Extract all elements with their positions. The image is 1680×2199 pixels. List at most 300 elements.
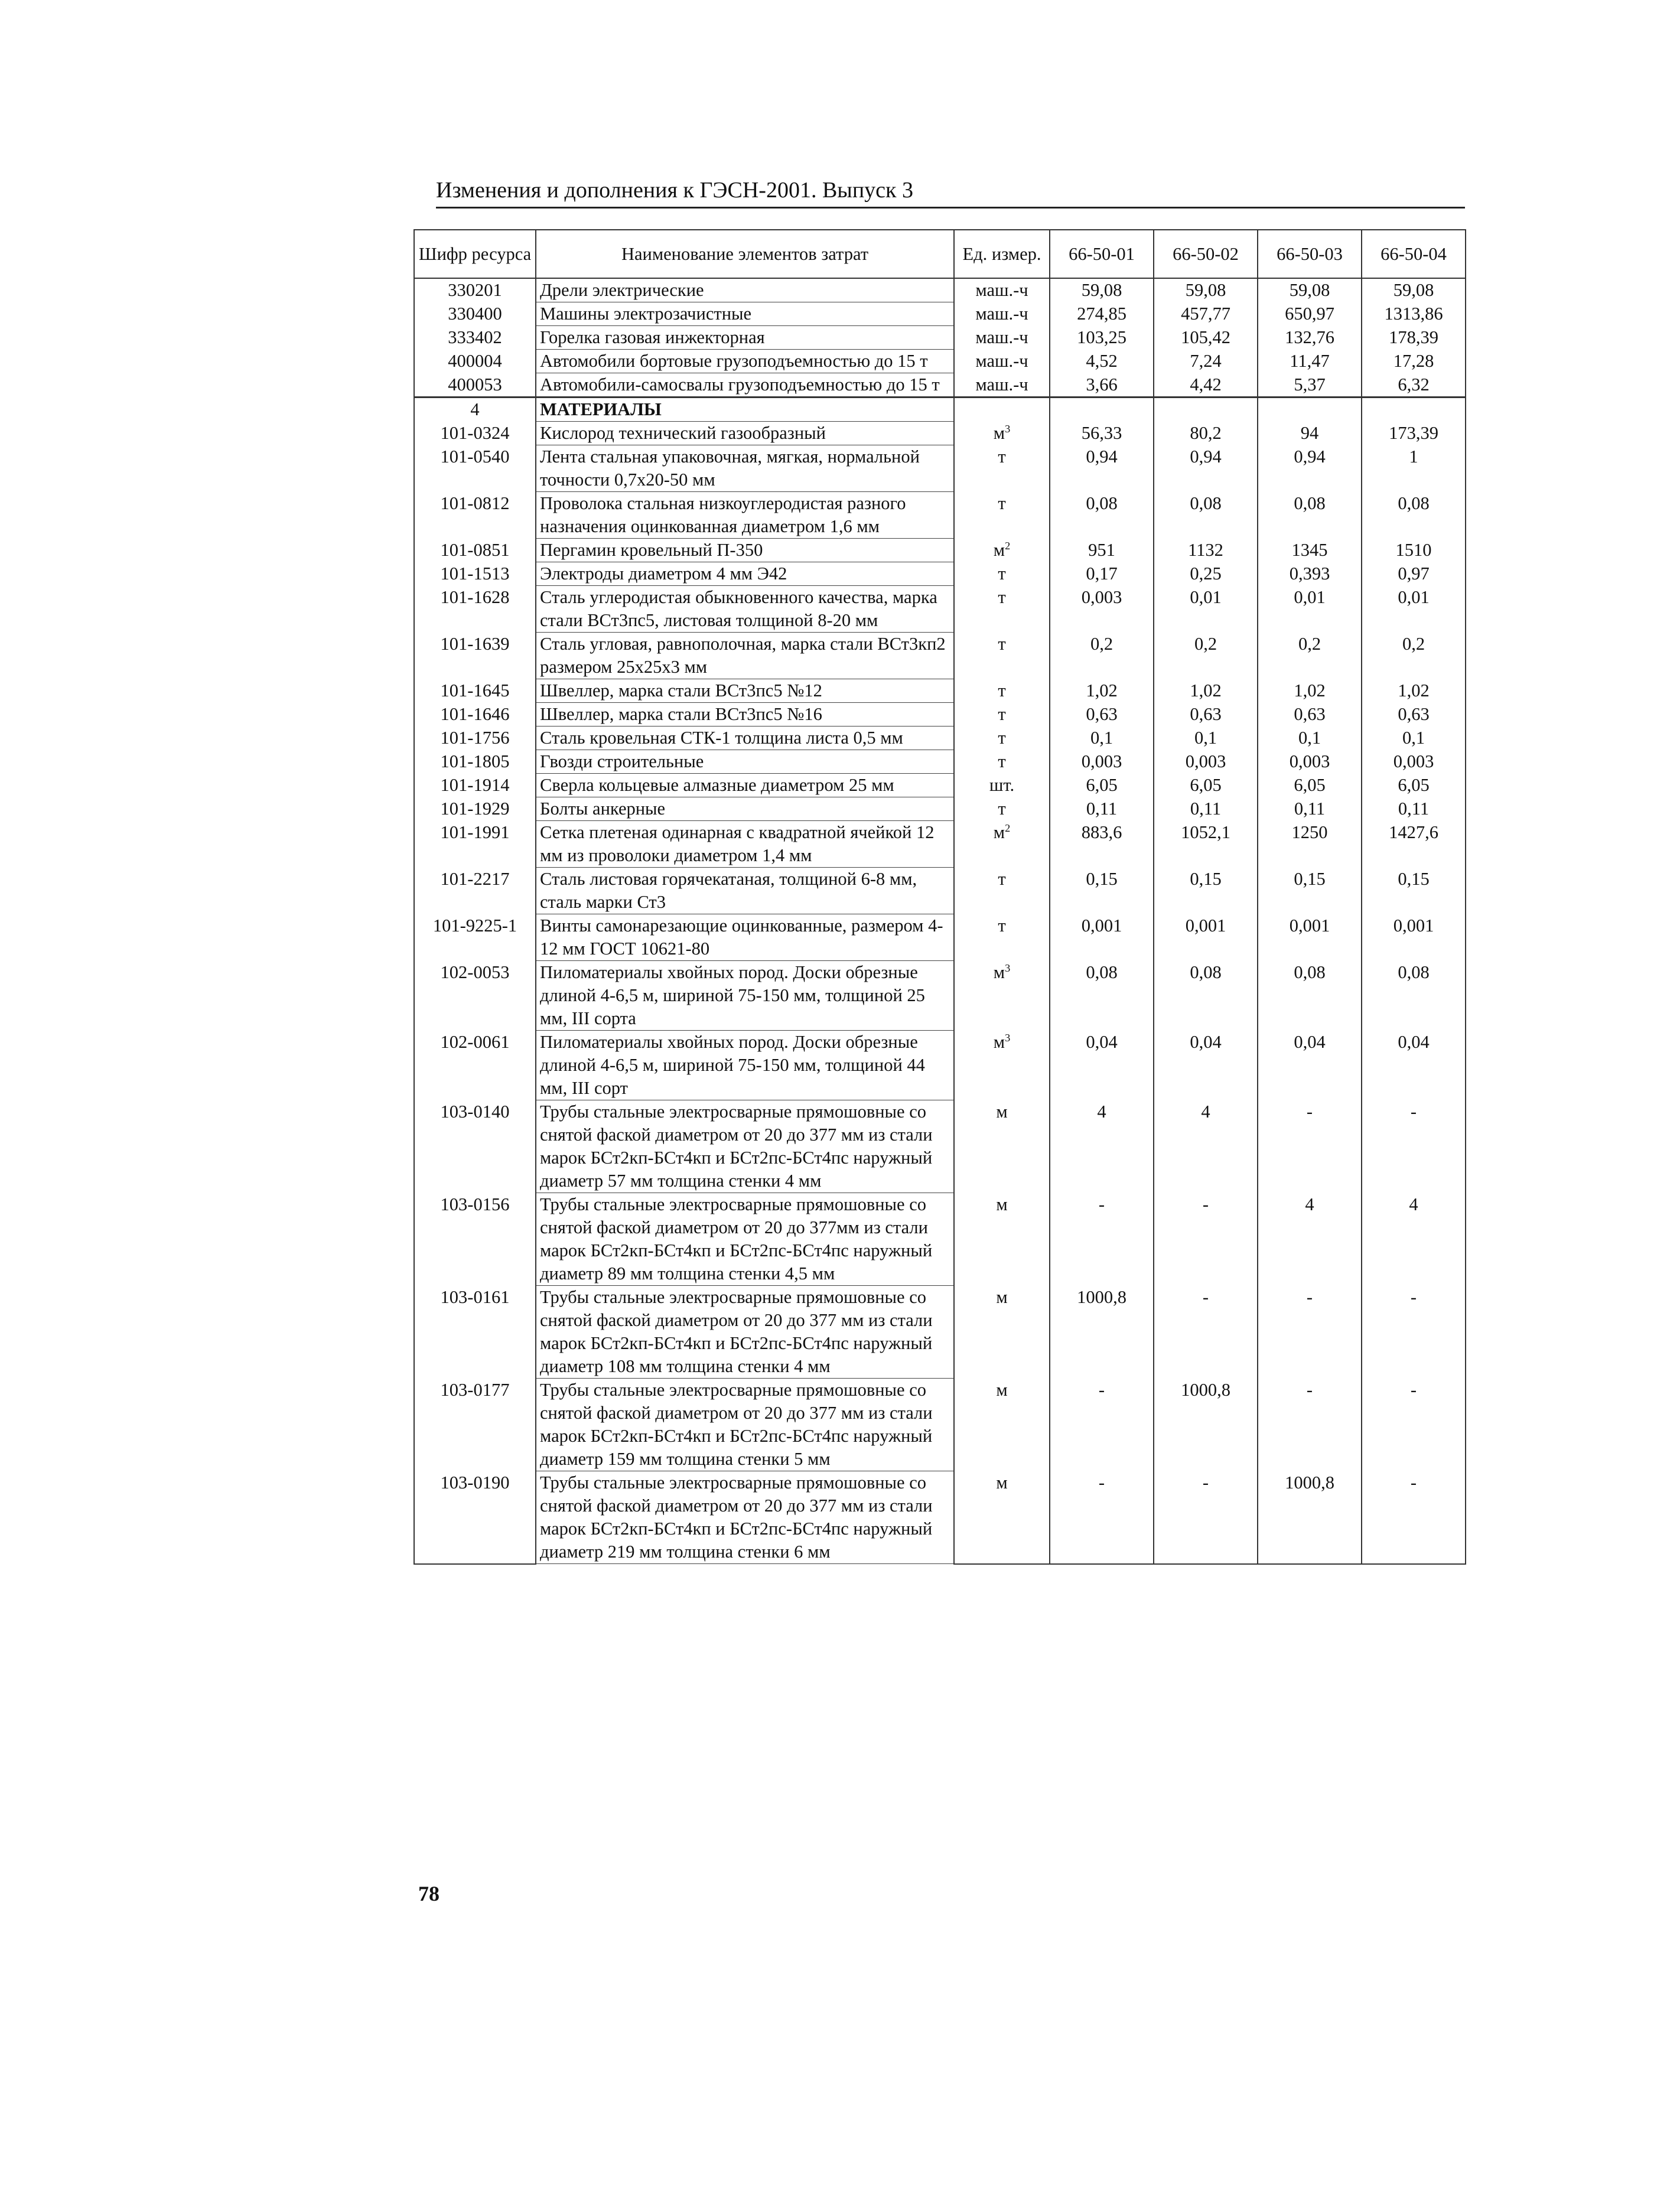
cell-code-text: 101-0324 [440,422,510,443]
cell-66-50-02-text: 0,001 [1185,915,1226,936]
cell-66-50-03-text: 0,393 [1289,563,1330,584]
cell-66-50-03 [1258,1193,1362,1286]
cell-code [414,326,536,350]
cell-code [414,1471,536,1564]
cell-unit-text: т [998,633,1006,654]
table-row [414,914,1466,961]
cell-unit [954,445,1050,492]
cell-66-50-02 [1154,302,1258,326]
cell-name-text: Пиломатериалы хвойных пород. Доски обрезные длиной 4-6,5 м, шириной 75-150 мм, толщиной 25 мм, III сорта [540,962,925,1028]
cell-code-text: 101-1929 [440,798,510,819]
table-row [414,1100,1466,1193]
cell-66-50-02-text: 4 [1201,1101,1210,1122]
cell-66-50-04 [1362,1379,1466,1471]
cell-66-50-04-text: 0,1 [1402,727,1425,748]
cell-66-50-04-text: 1427,6 [1389,822,1438,842]
table-row [414,727,1466,750]
cell-66-50-02 [1154,1031,1258,1100]
cell-66-50-04-text: 0,08 [1398,962,1430,982]
cell-66-50-03-text: 59,08 [1289,280,1330,300]
cell-66-50-02-text: 0,15 [1190,868,1222,889]
cell-66-50-01-text: 951 [1088,539,1115,560]
cell-unit-text: м [993,822,1005,842]
cell-66-50-01 [1050,492,1154,539]
cell-code [414,373,536,398]
cell-name [536,914,954,961]
cell-code-text: 4 [470,399,480,419]
cell-66-50-02 [1154,703,1258,727]
cell-66-50-01 [1050,562,1154,586]
cell-66-50-01 [1050,445,1154,492]
unit-exponent: 3 [1005,962,1011,974]
cell-code [414,398,536,422]
cell-unit-text: маш.-ч [975,303,1028,324]
cell-unit [954,373,1050,398]
cell-code [414,821,536,868]
cell-name [536,703,954,727]
cell-unit-text: т [998,798,1006,819]
cell-name [536,1031,954,1100]
table-body [414,278,1466,1564]
cell-66-50-03-text: 0,2 [1298,633,1321,654]
cell-66-50-04 [1362,350,1466,373]
cell-66-50-04 [1362,821,1466,868]
cell-name-text: Трубы стальные электросварные прямошовные со снятой фаской диаметром от 20 до 377 мм из стали марок БСт2кп-БСт4кп и БСт2пс-БСт4пс наружный диаметр 159 мм толщина стенки 5 мм [540,1380,933,1469]
col-header-unit: Ед. измер. [954,230,1050,278]
cell-code-text: 101-2217 [440,868,510,889]
cell-66-50-04 [1362,373,1466,398]
cell-66-50-04-text: 1,02 [1398,680,1430,701]
cell-unit-text: т [998,680,1006,701]
cell-unit [954,774,1050,797]
cell-unit-text: м [996,1286,1008,1307]
table-row [414,1193,1466,1286]
cell-66-50-03-text: 0,01 [1294,587,1326,607]
cell-66-50-04-text: 0,01 [1398,587,1430,607]
cell-66-50-04 [1362,914,1466,961]
cell-66-50-03 [1258,586,1362,633]
cell-66-50-04 [1362,727,1466,750]
cell-name [536,302,954,326]
cell-66-50-03 [1258,727,1362,750]
cell-code [414,750,536,774]
cell-unit [954,586,1050,633]
cell-unit-text: т [998,446,1006,467]
cell-66-50-02 [1154,914,1258,961]
cell-unit [954,750,1050,774]
cell-name-text: Горелка газовая инжекторная [540,327,765,347]
cell-66-50-03 [1258,302,1362,326]
cell-name [536,1379,954,1471]
cell-66-50-03-text: 0,1 [1298,727,1321,748]
cell-66-50-02 [1154,422,1258,445]
table-row [414,278,1466,302]
cell-66-50-01 [1050,373,1154,398]
cell-66-50-03 [1258,373,1362,398]
cell-name [536,1286,954,1379]
cell-66-50-01-text: 0,1 [1090,727,1114,748]
cell-66-50-01-text: 274,85 [1077,303,1126,324]
cell-66-50-01 [1050,1100,1154,1193]
cell-66-50-02 [1154,679,1258,703]
cell-code-text: 103-0140 [440,1101,510,1122]
table-row [414,350,1466,373]
cell-66-50-01 [1050,1193,1154,1286]
cell-66-50-03-text: 5,37 [1294,374,1326,395]
cell-66-50-04 [1362,1031,1466,1100]
cell-66-50-03-text: 650,97 [1285,303,1334,324]
cell-code-text: 101-1756 [440,727,510,748]
cell-code [414,797,536,821]
cell-66-50-01-text: 0,04 [1086,1031,1118,1052]
cell-66-50-04 [1362,961,1466,1031]
col-header-66-50-03: 66-50-03 [1258,230,1362,278]
cell-66-50-03-text: 0,003 [1289,751,1330,771]
cell-code-text: 400004 [448,350,502,371]
cell-66-50-02-text: 0,94 [1190,446,1222,467]
cell-66-50-02-text: 105,42 [1181,327,1230,347]
table-row [414,1031,1466,1100]
cell-66-50-03 [1258,821,1362,868]
cell-code [414,633,536,679]
cell-66-50-01 [1050,278,1154,302]
cell-66-50-02-text: 1,02 [1190,680,1222,701]
cell-name-text: Сталь листовая горячекатаная, толщиной 6-8 мм, сталь марки Ст3 [540,869,917,912]
cell-66-50-02-text: - [1202,1194,1209,1214]
table-row [414,633,1466,679]
cell-unit [954,422,1050,445]
cell-unit [954,961,1050,1031]
cell-name-text: Машины электрозачистные [540,304,752,324]
cell-66-50-01-text: 0,2 [1090,633,1114,654]
unit-exponent: 2 [1005,822,1011,834]
cell-66-50-02 [1154,539,1258,562]
cell-66-50-02 [1154,586,1258,633]
cell-unit [954,703,1050,727]
cell-unit-text: маш.-ч [975,327,1028,347]
cell-66-50-04-text: - [1410,1472,1417,1493]
cell-66-50-04-text: 0,08 [1398,493,1430,513]
cell-code [414,350,536,373]
cell-unit-text: т [998,563,1006,584]
cell-66-50-04 [1362,774,1466,797]
cell-unit [954,398,1050,422]
cell-code-text: 103-0156 [440,1194,510,1214]
table-row [414,422,1466,445]
cell-66-50-01-text: - [1098,1194,1105,1214]
cell-code [414,961,536,1031]
page-number: 78 [418,1882,439,1905]
unit-exponent: 2 [1005,539,1011,552]
cell-66-50-02 [1154,278,1258,302]
cell-66-50-02-text: 457,77 [1181,303,1230,324]
cell-66-50-04 [1362,1193,1466,1286]
cell-unit [954,1471,1050,1564]
unit-exponent: 3 [1005,422,1011,435]
cell-name-text: Трубы стальные электросварные прямошовные со снятой фаской диаметром от 20 до 377 мм из стали марок БСт2кп-БСт4кп и БСт2пс-БСт4пс наружный диаметр 108 мм толщина стенки 4 мм [540,1287,933,1376]
cell-name [536,422,954,445]
cell-66-50-02-text: - [1202,1472,1209,1493]
cell-name [536,774,954,797]
cell-66-50-02 [1154,398,1258,422]
cell-name-text: Сталь углеродистая обыкновенного качества, марка стали ВСт3пс5, листовая толщиной 8-20 мм [540,587,937,630]
cell-66-50-03-text: 1,02 [1294,680,1326,701]
cell-unit [954,868,1050,914]
cell-name-text: Швеллер, марка стали ВСт3пс5 №12 [540,680,822,701]
cell-unit [954,326,1050,350]
cell-code-text: 101-1991 [440,822,510,842]
cell-name [536,326,954,350]
cell-66-50-01-text: 0,001 [1081,915,1122,936]
cell-66-50-03 [1258,398,1362,422]
cell-name [536,1100,954,1193]
cell-66-50-04 [1362,797,1466,821]
cell-66-50-04 [1362,633,1466,679]
cell-66-50-03 [1258,1100,1362,1193]
cell-unit [954,727,1050,750]
cell-code [414,278,536,302]
cell-66-50-02-text: 1132 [1188,539,1223,560]
cell-66-50-02-text: 1052,1 [1181,822,1230,842]
cell-66-50-04 [1362,703,1466,727]
cell-66-50-02 [1154,492,1258,539]
cell-66-50-04 [1362,398,1466,422]
cell-name-text: Автомобили-самосвалы грузоподъемностью до 15 т [540,374,940,395]
cell-66-50-03-text: - [1306,1379,1313,1400]
cell-unit-text: т [998,751,1006,771]
cell-66-50-04-text: - [1410,1286,1417,1307]
cell-name-text: Пиломатериалы хвойных пород. Доски обрезные длиной 4-6,5 м, шириной 75-150 мм, толщиной 44 мм, III сорт [540,1032,925,1098]
cell-66-50-03-text: 0,63 [1294,703,1326,724]
cell-name [536,278,954,302]
unit-exponent: 3 [1005,1031,1011,1044]
cell-66-50-04-text: 6,32 [1398,374,1430,395]
cell-66-50-03 [1258,961,1362,1031]
cell-66-50-04-text: 0,11 [1398,798,1430,819]
cell-code-text: 101-1513 [440,563,510,584]
cell-name-text: Трубы стальные электросварные прямошовные со снятой фаской диаметром от 20 до 377 мм из стали марок БСт2кп-БСт4кп и БСт2пс-БСт4пс наружный диаметр 57 мм толщина стенки 4 мм [540,1102,933,1191]
cell-66-50-01 [1050,727,1154,750]
cell-66-50-01 [1050,750,1154,774]
cell-66-50-04 [1362,278,1466,302]
cell-66-50-04-text: 173,39 [1389,422,1438,443]
cell-66-50-01-text: 0,11 [1086,798,1118,819]
cell-66-50-02-text: 4,42 [1190,374,1222,395]
cell-unit [954,633,1050,679]
cell-66-50-01 [1050,1471,1154,1564]
cell-66-50-04-text: 0,63 [1398,703,1430,724]
cell-66-50-04-text: 0,003 [1393,751,1434,771]
cell-66-50-01-text: - [1098,1472,1105,1493]
cell-66-50-03 [1258,1379,1362,1471]
cell-code-text: 330400 [448,303,502,324]
cell-unit [954,302,1050,326]
cell-66-50-02 [1154,373,1258,398]
cell-66-50-01-text: 4,52 [1086,350,1118,371]
cell-66-50-01 [1050,350,1154,373]
cell-unit-text: м [993,539,1005,560]
cell-code-text: 101-1645 [440,680,510,701]
cell-name-text: Лента стальная упаковочная, мягкая, нормальной точности 0,7х20-50 мм [540,447,920,490]
cell-unit [954,1193,1050,1286]
cell-unit [954,492,1050,539]
cell-code-text: 330201 [448,280,502,300]
cell-code [414,914,536,961]
cell-66-50-02 [1154,445,1258,492]
col-header-code: Шифр ресурса [414,230,536,278]
cell-66-50-02-text: 0,08 [1190,962,1222,982]
cell-66-50-01-text: 59,08 [1081,280,1122,300]
cell-66-50-02 [1154,1286,1258,1379]
cell-code-text: 101-1639 [440,633,510,654]
cell-66-50-03 [1258,445,1362,492]
cell-name [536,1193,954,1286]
cell-66-50-01-text: 56,33 [1081,422,1122,443]
cell-name [536,633,954,679]
col-header-66-50-04: 66-50-04 [1362,230,1466,278]
table-row [414,774,1466,797]
cell-code-text: 101-0540 [440,446,510,467]
cell-66-50-02-text: 0,08 [1190,493,1222,513]
page-header: Изменения и дополнения к ГЭСН-2001. Выпуск 3 [436,177,1465,209]
cell-66-50-02-text: 6,05 [1190,774,1222,795]
cell-66-50-03-text: 4 [1305,1194,1314,1214]
cell-name [536,445,954,492]
cell-code [414,1286,536,1379]
cell-name [536,373,954,398]
cell-unit-text: м [996,1472,1008,1493]
cell-name-text: Проволока стальная низкоуглеродистая разного назначения оцинкованная диаметром 1,6 мм [540,493,906,536]
cell-66-50-03 [1258,1471,1362,1564]
cell-66-50-04-text: 178,39 [1389,327,1438,347]
cell-name-text: Дрели электрические [540,280,704,300]
cell-66-50-02 [1154,1100,1258,1193]
cell-code [414,774,536,797]
cell-code [414,562,536,586]
cell-66-50-04 [1362,679,1466,703]
table-row [414,492,1466,539]
cell-unit-text: т [998,727,1006,748]
cell-66-50-03 [1258,422,1362,445]
cell-code-text: 103-0190 [440,1472,510,1493]
cell-66-50-01-text: 6,05 [1086,774,1118,795]
cell-code [414,679,536,703]
cell-unit-text: т [998,703,1006,724]
cell-name [536,750,954,774]
cell-unit-text: м [993,962,1005,982]
cell-66-50-04-text: 0,15 [1398,868,1430,889]
cell-66-50-01-text: 3,66 [1086,374,1118,395]
cell-code [414,445,536,492]
cell-code-text: 101-1646 [440,703,510,724]
cell-unit [954,821,1050,868]
table-row [414,302,1466,326]
cell-66-50-03 [1258,797,1362,821]
cell-66-50-04 [1362,445,1466,492]
cell-code-text: 101-9225-1 [432,915,517,936]
cell-name-text: Сверла кольцевые алмазные диаметром 25 мм [540,775,894,795]
cell-name [536,1471,954,1564]
cell-name-text: Кислород технический газообразный [540,423,826,443]
cell-66-50-02-text: 0,2 [1194,633,1217,654]
cell-66-50-04-text: 0,04 [1398,1031,1430,1052]
cell-66-50-03 [1258,914,1362,961]
cell-code [414,492,536,539]
cell-66-50-01 [1050,1379,1154,1471]
cell-unit [954,679,1050,703]
cell-66-50-01-text: 0,003 [1081,587,1122,607]
cell-name-text: Гвозди строительные [540,751,704,771]
cell-66-50-01 [1050,961,1154,1031]
cell-name [536,398,954,422]
cell-66-50-01 [1050,302,1154,326]
cell-66-50-04 [1362,562,1466,586]
cell-code-text: 102-0053 [440,962,510,982]
cell-code [414,586,536,633]
cell-name [536,868,954,914]
cell-code [414,1100,536,1193]
cell-66-50-04 [1362,868,1466,914]
cell-66-50-03-text: 0,001 [1289,915,1330,936]
cell-66-50-04-text: 4 [1409,1194,1418,1214]
cell-66-50-02-text: 7,24 [1190,350,1222,371]
cell-66-50-04-text: 1 [1409,446,1418,467]
cell-unit [954,350,1050,373]
cell-66-50-01-text: - [1098,1379,1105,1400]
cell-name-text: Автомобили бортовые грузоподъемностью до 15 т [540,351,928,371]
table-row [414,373,1466,398]
cell-unit [954,1100,1050,1193]
cell-code-text: 101-1805 [440,751,510,771]
cell-66-50-02 [1154,562,1258,586]
cell-name [536,797,954,821]
cell-code [414,727,536,750]
cell-66-50-04 [1362,539,1466,562]
cell-66-50-03-text: 132,76 [1285,327,1334,347]
cell-unit-text: м [993,422,1005,443]
cell-code [414,302,536,326]
cell-unit [954,914,1050,961]
table-row [414,586,1466,633]
cell-66-50-01 [1050,1286,1154,1379]
cell-66-50-02 [1154,326,1258,350]
cell-66-50-01 [1050,398,1154,422]
cell-66-50-02 [1154,1193,1258,1286]
table-row [414,679,1466,703]
cell-66-50-04-text: 59,08 [1393,280,1434,300]
cell-66-50-04 [1362,586,1466,633]
cell-66-50-01 [1050,326,1154,350]
cell-66-50-01-text: 0,08 [1086,962,1118,982]
cell-66-50-03-text: 0,08 [1294,493,1326,513]
cell-name [536,492,954,539]
table-row [414,1286,1466,1379]
cell-unit [954,797,1050,821]
cell-66-50-03-text: 0,08 [1294,962,1326,982]
cell-66-50-02-text: 0,1 [1194,727,1217,748]
cell-66-50-02 [1154,821,1258,868]
cell-66-50-02-text: 0,25 [1190,563,1222,584]
cell-code [414,1193,536,1286]
cell-66-50-02-text: 80,2 [1190,422,1222,443]
cell-66-50-04-text: 1510 [1395,539,1432,560]
cell-unit-text: м [993,1031,1005,1052]
cell-unit-text: м [996,1194,1008,1214]
cell-66-50-03 [1258,1031,1362,1100]
cell-66-50-01-text: 0,17 [1086,563,1118,584]
cell-66-50-04-text: - [1410,1379,1417,1400]
cell-66-50-03-text: 1000,8 [1285,1472,1334,1493]
